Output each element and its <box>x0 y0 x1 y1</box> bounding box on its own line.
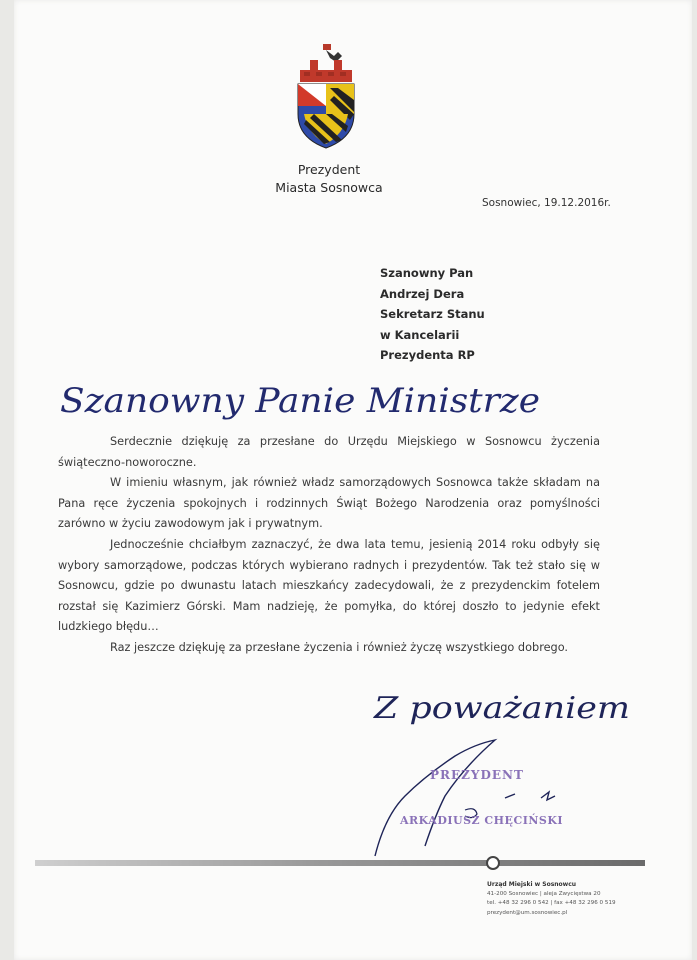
letter-body <box>58 432 600 659</box>
recipient-line: w Kancelarii <box>380 327 460 342</box>
footer-street: 41-200 Sosnowiec | aleja Zwycięstwa 20 <box>487 890 601 897</box>
body-paragraph: Jednocześnie chciałbym zaznaczyć, że dwa lata temu, jesienią 2014 roku odbyły się wybory samorządowe, podczas których wybierano radnych i prezydentów. Tak też stało się w Sosnowcu, gdzie po dwunastu latach mieszkańcy zadecydowali, że z prezydenckim fotelem rozstał się Kazimierz Górski. Mam nadzieję, że pomyłka, do której doszło to jedynie efekt ludzkiego błędu… <box>58 537 600 634</box>
body-paragraph: W imieniu własnym, jak również władz samorządowych Sosnowca także składam na Pana ręce życzenia spokojnych i rodzinnych Świąt Bożego Narodzenia oraz pomyślności zarówno w życiu zawodowym jak i prywatnym. <box>58 476 600 531</box>
greeting-text: Szanowny Panie Ministrze <box>60 381 540 421</box>
stamp-name: ARKADIUSZ CHĘCIŃSKI <box>400 814 564 827</box>
recipient-line: Prezydenta RP <box>380 348 475 362</box>
sender-city: Miasta Sosnowca <box>275 180 383 195</box>
recipient-line: Sekretarz Stanu <box>380 307 485 321</box>
footer-bullet-icon <box>486 856 500 870</box>
footer-address <box>487 880 616 918</box>
stamp-title: PREZYDENT <box>430 768 524 782</box>
handwritten-greeting <box>56 372 556 432</box>
sosnowiec-coat-of-arms-icon <box>290 42 362 152</box>
footer-phone: tel. +48 32 296 0 542 | fax +48 32 296 0 519 <box>487 900 616 906</box>
recipient-line: Andrzej Dera <box>380 286 465 301</box>
body-paragraph: Raz jeszcze dziękuję za przesłane życzenia i również życzę wszystkiego dobrego. <box>110 640 569 654</box>
sender-title: Prezydent <box>297 162 361 177</box>
recipient-line: Szanowny Pan <box>380 266 474 280</box>
footer-email[interactable]: prezydent@um.sosnowiec.pl <box>487 909 568 916</box>
footer-office: Urząd Miejski w Sosnowcu <box>487 881 577 888</box>
body-paragraph: Serdecznie dziękuję za przesłane do Urzędu Miejskiego w Sosnowcu życzenia świąteczno-noworoczne. <box>58 435 600 469</box>
letter-date: Sosnowiec, 19.12.2016r. <box>482 197 611 209</box>
handwritten-closing <box>370 678 640 738</box>
closing-text: Z poważaniem <box>372 691 630 726</box>
footer-divider <box>35 860 645 866</box>
recipient-block <box>380 263 485 366</box>
signature <box>365 736 575 866</box>
